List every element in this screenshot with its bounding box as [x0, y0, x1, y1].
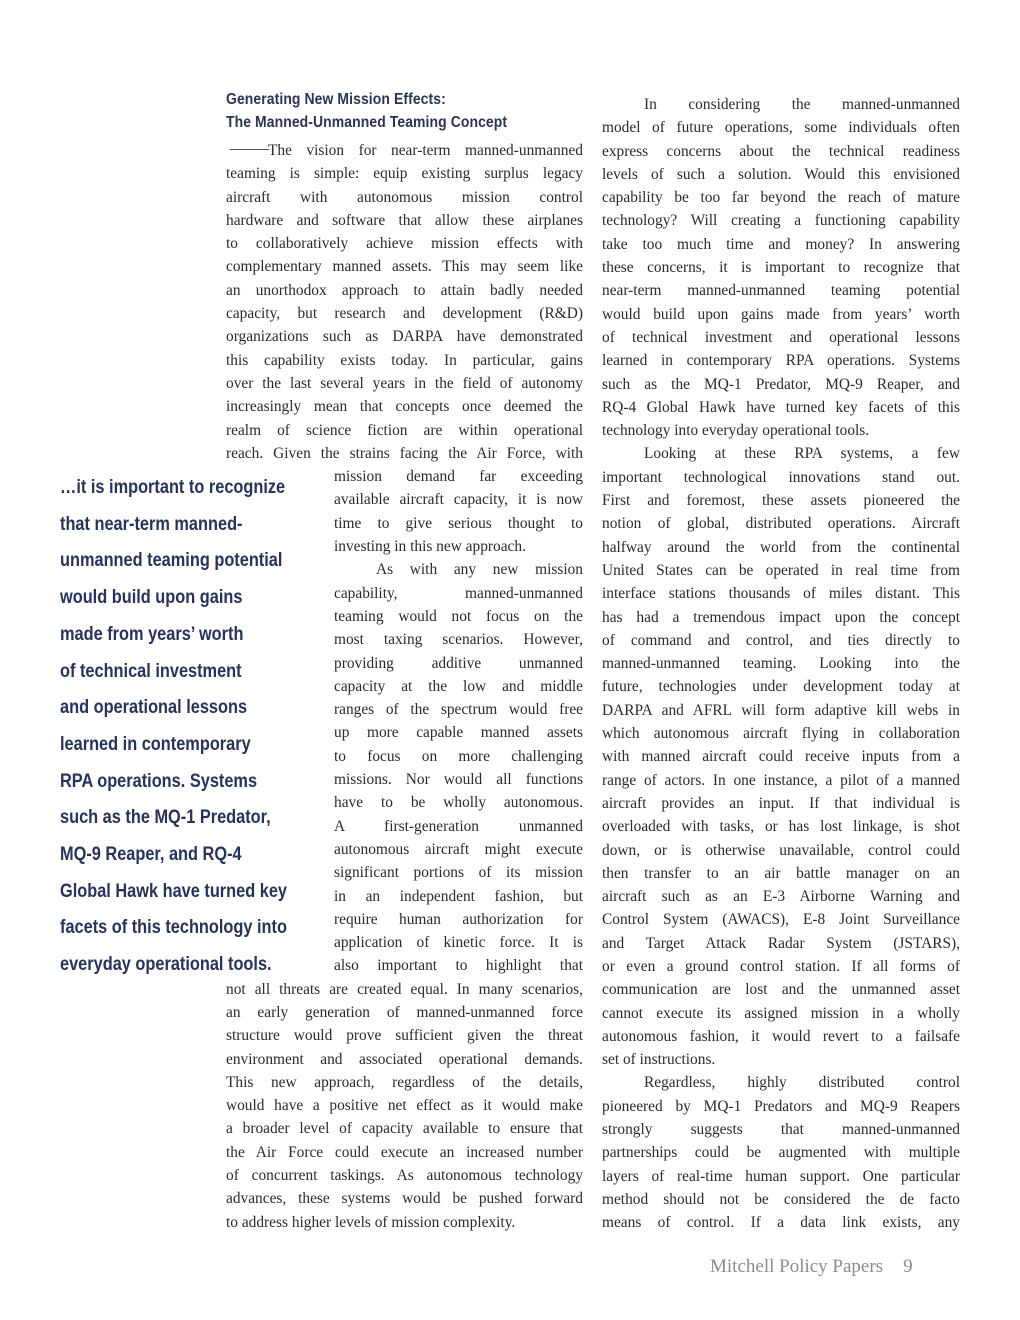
text-line: this capability exists today. In particular, gains	[226, 351, 583, 369]
text-line: teaming would not focus on the	[334, 607, 583, 625]
text-line: would have a positive net effect as it would make	[226, 1097, 583, 1115]
text-line: technology into everyday operational tools.	[602, 422, 870, 440]
text-line: method should not be considered the de facto	[602, 1190, 960, 1208]
pull-quote-line: would build upon gains	[60, 587, 243, 609]
text-line: First and foremost, these assets pioneered the	[602, 492, 960, 510]
text-line: near-term manned-unmanned teaming potential	[602, 282, 960, 300]
section-heading-text: The Manned-Unmanned Teaming Concept	[226, 114, 508, 131]
text-line: of command and control, and ties directly to	[602, 631, 960, 649]
text-line: As with any new mission	[376, 561, 583, 579]
pull-quote-line: and operational lessons	[60, 697, 248, 719]
pull-quote-line: unmanned teaming potential	[60, 550, 283, 572]
text-line: also important to highlight that	[334, 957, 583, 975]
text-line: RQ-4 Global Hawk have turned key facets of this	[602, 398, 960, 416]
text-line: strongly suggests that manned-unmanned	[602, 1121, 960, 1139]
pull-quote-line: …it is important to recognize	[60, 477, 286, 498]
text-line: has had a tremendous impact upon the concept	[602, 608, 960, 626]
text-line: down, or is otherwise unavailable, control could	[602, 841, 960, 859]
pull-quote-line: facets of this technology into	[60, 917, 287, 939]
text-line: manned-unmanned teaming. Looking into the	[602, 655, 960, 673]
text-line: then transfer to an air battle manager on an	[602, 864, 960, 882]
page-number: 9	[903, 1256, 913, 1277]
pull-quote-line: Global Hawk have turned key	[60, 880, 288, 902]
text-line: an early generation of manned-unmanned force	[226, 1003, 583, 1021]
text-line: of concurrent taskings. As autonomous technology	[226, 1167, 583, 1185]
pull-quote-line: everyday operational tools.	[60, 954, 272, 976]
text-line: an unorthodox approach to attain badly needed	[226, 281, 583, 299]
section-heading-line-1: Generating New Mission Effects:	[226, 91, 446, 108]
text-line: take too much time and money? In answering	[602, 235, 960, 253]
text-line: with manned aircraft could receive inputs from a	[602, 748, 960, 766]
text-line: United States can be operated in real time from	[602, 561, 960, 579]
text-line: ranges of the spectrum would free	[334, 701, 583, 719]
text-line: the Air Force could execute an increased number	[226, 1143, 583, 1161]
text-line: not all threats are created equal. In many scenarios,	[226, 980, 583, 998]
text-line: structure would prove sufficient given the threat	[226, 1027, 583, 1045]
text-line: such as the MQ-1 Predator, MQ-9 Reaper, and	[602, 375, 960, 393]
right-column	[602, 93, 960, 1235]
text-line: missions. Nor would all functions	[334, 771, 583, 789]
pull-quote	[60, 470, 292, 984]
text-line: pioneered by MQ-1 Predators and MQ-9 Reapers	[602, 1097, 960, 1115]
text-line: range of actors. In one instance, a pilot of a manned	[602, 771, 960, 789]
text-line: cannot execute its assigned mission in a wholly	[602, 1004, 960, 1022]
text-line: or even a ground control station. If all forms of	[602, 957, 960, 975]
text-line: organizations such as DARPA have demonstrated	[226, 328, 583, 346]
text-line: have to be wholly autonomous.	[334, 794, 583, 812]
text-line: environment and associated operational demands.	[226, 1050, 583, 1068]
text-line: express concerns about the technical readiness	[602, 142, 960, 160]
text-line: means of control. If a data link exists, any	[602, 1214, 960, 1232]
text-line: technology? Will creating a functioning capability	[602, 212, 960, 230]
text-line: to collaboratively achieve mission effects with	[226, 235, 583, 253]
text-line: notion of global, distributed operations. Aircraft	[602, 515, 960, 533]
text-line: levels of such a solution. Would this envisioned	[602, 165, 960, 183]
text-line: a broader level of capacity available to ensure that	[226, 1120, 583, 1138]
text-line: investing in this new approach.	[334, 538, 526, 556]
pull-quote-line: of technical investment	[60, 660, 242, 682]
text-line: In considering the manned-unmanned	[644, 96, 960, 113]
text-line: interface stations thousands of miles distant. This	[602, 585, 960, 603]
text-line: This new approach, regardless of the details,	[226, 1073, 583, 1091]
text-line: halfway around the world from the continental	[602, 538, 960, 556]
text-line: Regardless, highly distributed control	[644, 1074, 960, 1092]
text-line: future, technologies under development today at	[602, 678, 960, 696]
text-line: up more capable manned assets	[334, 724, 583, 742]
text-line: these concerns, it is important to recognize that	[602, 259, 960, 277]
text-line: providing additive unmanned	[334, 654, 583, 672]
text-line: communication are lost and the unmanned asset	[602, 981, 960, 999]
text-line: DARPA and AFRL will form adaptive kill webs in	[602, 701, 960, 719]
text-line: aircraft with autonomous mission control	[226, 188, 583, 206]
text-line: model of future operations, some individuals often	[602, 119, 960, 137]
page-footer	[710, 1256, 913, 1278]
text-line: in an independent fashion, but	[334, 887, 583, 905]
pull-quote-line: such as the MQ-1 Predator,	[60, 807, 271, 829]
text-line: hardware and software that allow these airplanes	[226, 211, 583, 229]
pull-quote-line: made from years’ worth	[60, 623, 244, 645]
text-line: Looking at these RPA systems, a few	[644, 445, 960, 463]
text-line: to address higher levels of mission complexity.	[226, 1213, 516, 1231]
text-line: A first-generation unmanned	[334, 817, 583, 835]
left-column-top-block	[226, 139, 583, 465]
text-line: autonomous fashion, it would revert to a failsafe	[602, 1027, 960, 1045]
publication-name: Mitchell Policy Papers	[710, 1256, 884, 1277]
text-line: and Target Attack Radar System (JSTARS),	[602, 934, 960, 952]
text-line: autonomous aircraft might execute	[334, 840, 583, 858]
pull-quote-line: that near-term manned-	[60, 513, 243, 535]
text-line: layers of real-time human support. One particular	[602, 1167, 960, 1185]
pull-quote-line: learned in contemporary	[60, 733, 251, 755]
pull-quote-line: RPA operations. Systems	[60, 770, 258, 792]
text-line: over the last several years in the field of autonomy	[226, 374, 583, 392]
text-line: capability be too far beyond the reach of mature	[602, 189, 960, 207]
text-line: increasingly mean that concepts once deemed the	[226, 398, 583, 416]
text-line: Control System (AWACS), E-8 Joint Surveillance	[602, 911, 960, 929]
text-line: of technical investment and operational lessons	[602, 328, 960, 346]
text-line: important technological innovations stand out.	[602, 468, 960, 486]
text-line: aircraft provides an input. If that individual is	[602, 794, 960, 812]
text-line: set of instructions.	[602, 1051, 716, 1069]
text-line: advances, these systems would be pushed forward	[226, 1190, 583, 1208]
text-line: capacity, but research and development (R&D)	[226, 305, 583, 323]
text-line: most taxing scenarios. However,	[334, 631, 583, 649]
left-column-bottom-block	[226, 978, 583, 1234]
text-line: time to give serious thought to	[334, 514, 583, 532]
text-line: would build upon gains made from years’ worth	[602, 305, 960, 323]
text-line: capability, manned-unmanned	[334, 584, 583, 602]
text-line: learned in contemporary RPA operations. Systems	[602, 352, 960, 370]
text-line: The vision for near-term manned-unmanned	[268, 142, 583, 159]
text-line: capacity at the low and middle	[334, 677, 583, 695]
text-line: mission demand far exceeding	[334, 468, 583, 486]
left-column-wrapped-block	[334, 465, 583, 978]
pull-quote-line: MQ-9 Reaper, and RQ-4	[60, 844, 242, 866]
text-line: teaming is simple: equip existing surplus legacy	[226, 165, 583, 183]
text-line: realm of science fiction are within operational	[226, 421, 583, 439]
text-line: significant portions of its mission	[334, 864, 583, 882]
text-line: available aircraft capacity, it is now	[334, 491, 583, 509]
text-line: complementary manned assets. This may seem like	[226, 258, 583, 276]
text-line: reach. Given the strains facing the Air Force, with	[226, 444, 583, 462]
text-line: which autonomous aircraft flying in collaboration	[602, 725, 960, 743]
text-line: aircraft such as an E-3 Airborne Warning and	[602, 888, 960, 906]
text-line: partnerships could be augmented with multiple	[602, 1144, 960, 1162]
text-line: application of kinetic force. It is	[334, 934, 583, 952]
text-line: to focus on more challenging	[334, 747, 583, 765]
text-line: overloaded with tasks, or has lost linkage, is shot	[602, 818, 960, 836]
text-line: require human authorization for	[334, 910, 583, 928]
